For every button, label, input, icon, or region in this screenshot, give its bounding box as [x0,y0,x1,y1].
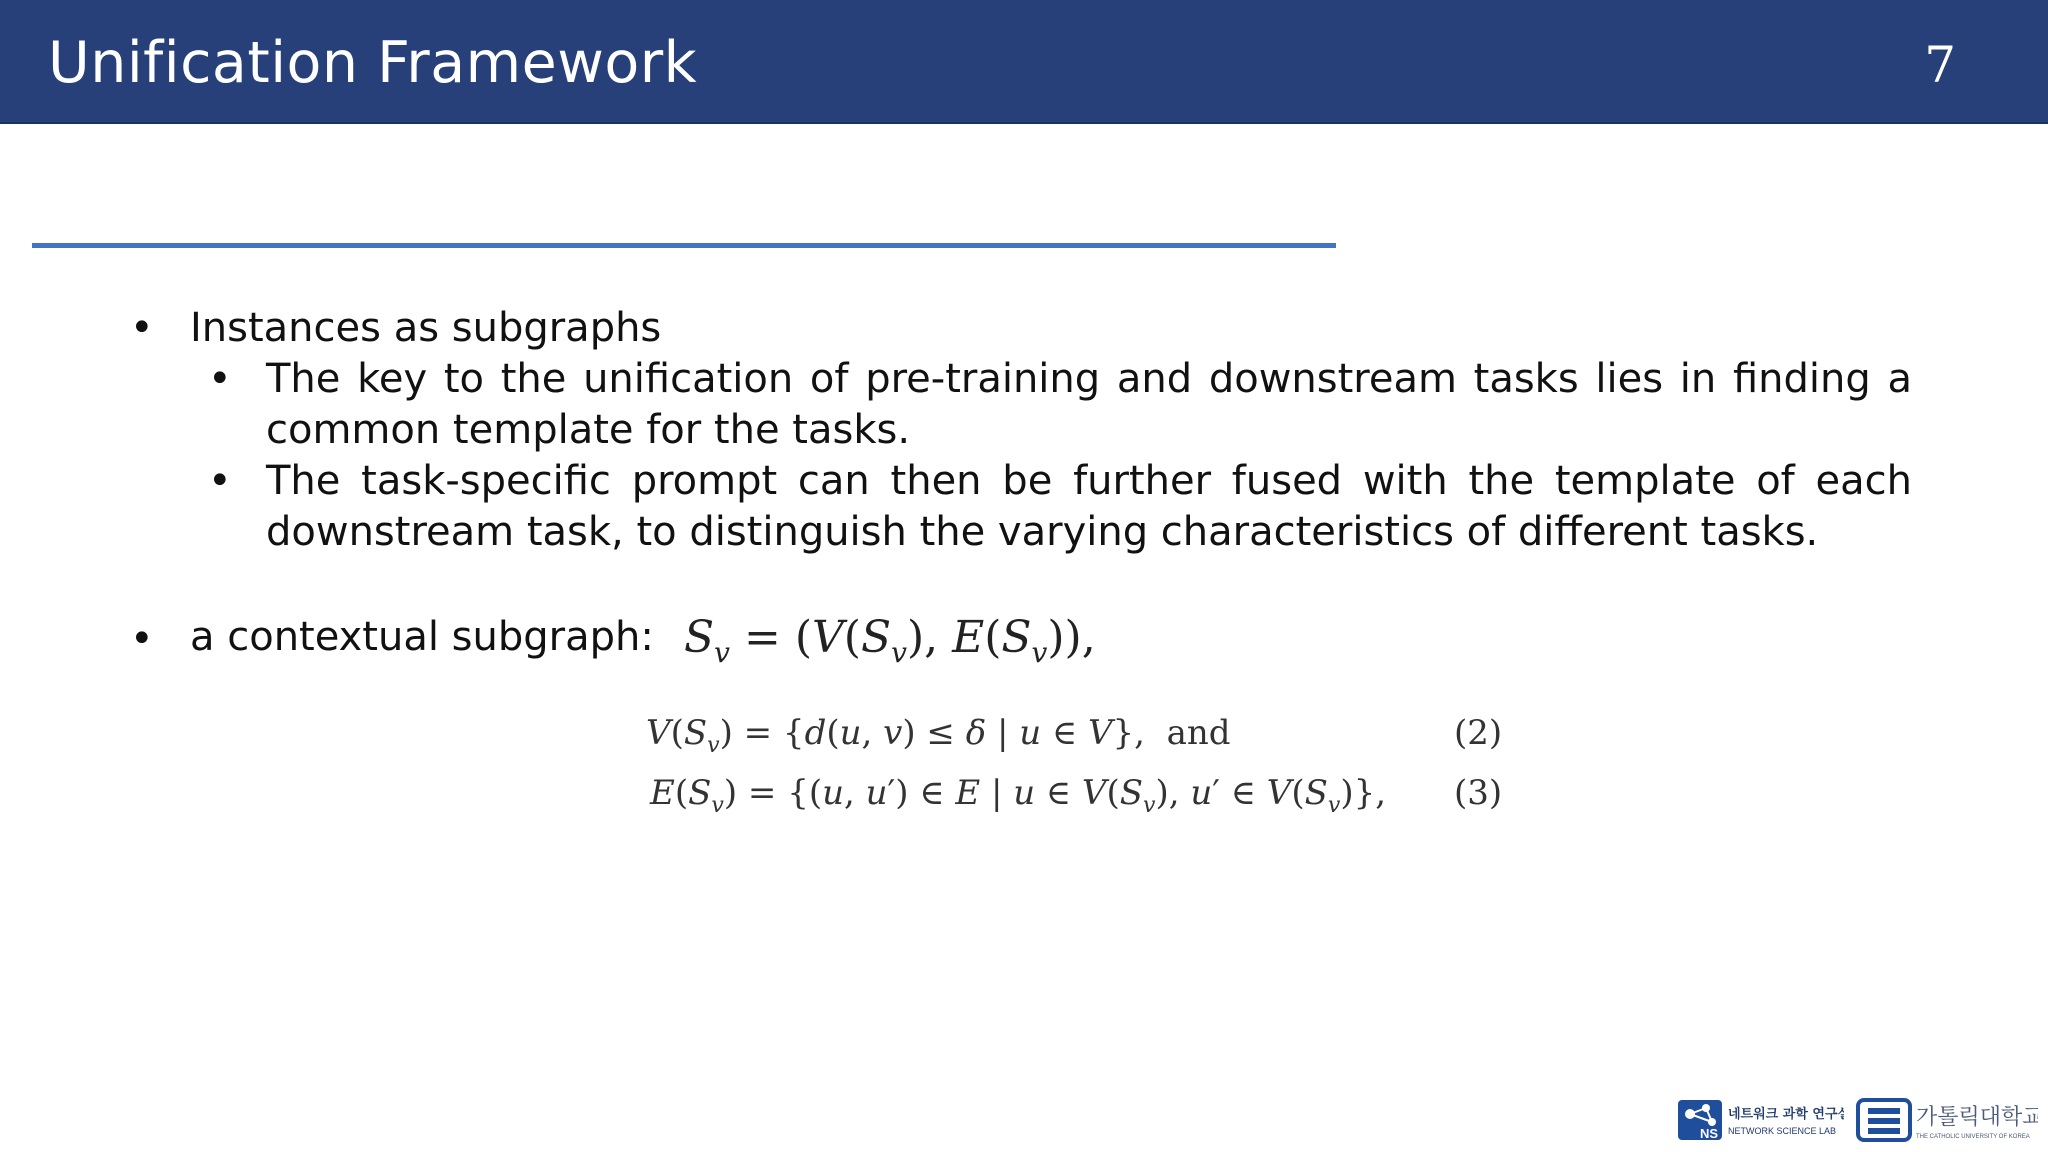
network-science-lab-logo [1676,1094,1844,1144]
equation-2-number: (2) [1454,713,1503,753]
slide-title: Unification Framework [48,30,698,96]
subgraph-definition-formula: $S_v = (V(S_v)$, $E(S_v)$), [684,612,1096,669]
ns-mark-text: NS [1700,1126,1719,1141]
page-number: 7 [1924,36,1956,94]
bullet-instances-as-subgraphs: Instances as subgraphs [190,305,662,351]
equation-3: $E(S_v) = \{(u$, u′) ∈ E | u ∈ $V(S_v)$, u′ ∈ $V(S_v)$}, [650,773,1387,818]
sub-bullet-task-specific-prompt: The task-specific prompt can then be further fused with the template of each downstream task, to distinguish the varying characteristics of different tasks. [266,458,1912,555]
bullet-dot: • [130,305,154,351]
sub-bullet-dot: • [208,458,232,504]
equation-3-number: (3) [1454,773,1503,813]
sub-bullet-unification-key: The key to the unification of pre-training and downstream tasks lies in finding a common template for the tasks. [266,356,1912,453]
university-korean-name: 가톨릭대학교 [1916,1105,2038,1130]
bullet-dot: • [130,616,154,662]
equation-2: $V(S_v) = \{d(u$, v) ≤ δ | u ∈ V}, and [646,713,1231,758]
catholic-university-logo [1856,1094,2038,1144]
ns-lab-english-name: NETWORK SCIENCE LAB [1728,1126,1837,1136]
university-english-name: THE CATHOLIC UNIVERSITY OF KOREA [1916,1134,2030,1140]
bullet-contextual-subgraph: a contextual subgraph: [190,614,654,660]
ns-lab-korean-name: 네트워크 과학 연구실 [1728,1107,1844,1122]
sub-bullet-dot: • [208,356,232,402]
